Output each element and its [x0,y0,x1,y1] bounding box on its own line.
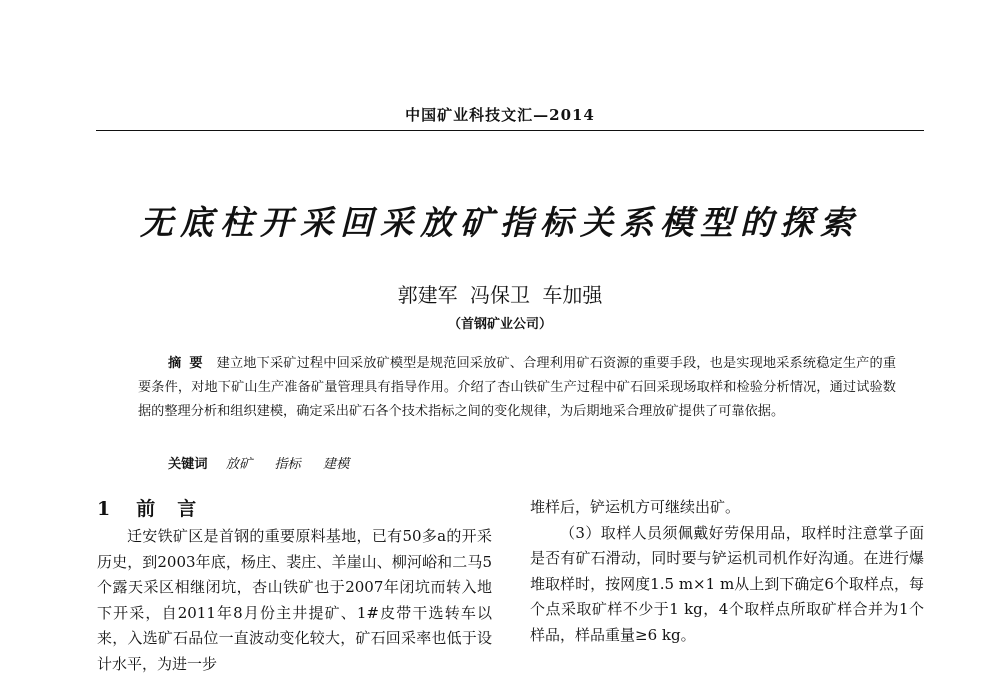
sampling-paragraph: （3）取样人员须佩戴好劳保用品，取样时注意掌子面是否有矿石滑动，同时要与铲运机司机作好沟通。在进行爆堆取样时，按网度1.5 m×1 m从上到下确定6个取样点，每个点采取矿样不少于1 kg，4个取样点所取矿样合并为1个样品，样品重量≥6 kg。 [530,523,924,644]
right-column [530,495,924,648]
abstract-body [138,352,896,424]
section-title: 前言 [136,498,219,520]
section-number: 1 [97,498,111,520]
abstract-text: 建立地下采矿过程中回采放矿模型是规范回采放矿、合理利用矿石资源的重要手段，也是实现地采系统稳定生产的重要条件，对地下矿山生产准备矿量管理具有指导作用。介绍了杏山铁矿生产过程中矿石回采现场取样和检验分析情况，通过试验数据的整理分析和组织建模，确定采出矿石各个技术指标之间的变化规律，为后期地采合理放矿提供了可靠依据。 [138,356,897,419]
keywords-label: 关键词 [168,457,208,472]
paper-title: 无底柱开采回采放矿指标关系模型的探索 [140,203,860,242]
keyword-item: 建模 [322,457,350,472]
running-header: 中国矿业科技文汇—2014 [405,106,595,124]
abstract [138,352,896,424]
authors: 郭建军 冯保卫 车加强 [397,283,603,307]
continuation-text: 堆样后，铲运机方可继续出矿。 [530,498,741,516]
keyword-item: 指标 [274,457,301,472]
keywords [168,453,367,472]
abstract-label: 摘要 [168,356,211,371]
intro-paragraph: 迁安铁矿区是首钢的重要原料基地，已有50多a的开采历史，到2003年底，杨庄、裴庄、羊崖山、柳河峪和二马5个露天采区相继闭坑，杏山铁矿也于2007年闭坑而转入地下开采，自2011年8月份主井提矿、1#皮带干选转车以来，入选矿石品位一直波动变化较大，矿石回采率也低于设计水平，为进一步 [97,527,492,673]
section-heading [97,495,492,523]
header-rule [96,130,924,131]
affiliation: （首钢矿业公司） [447,317,552,332]
left-column [97,495,492,677]
keyword-item: 放矿 [225,457,253,472]
